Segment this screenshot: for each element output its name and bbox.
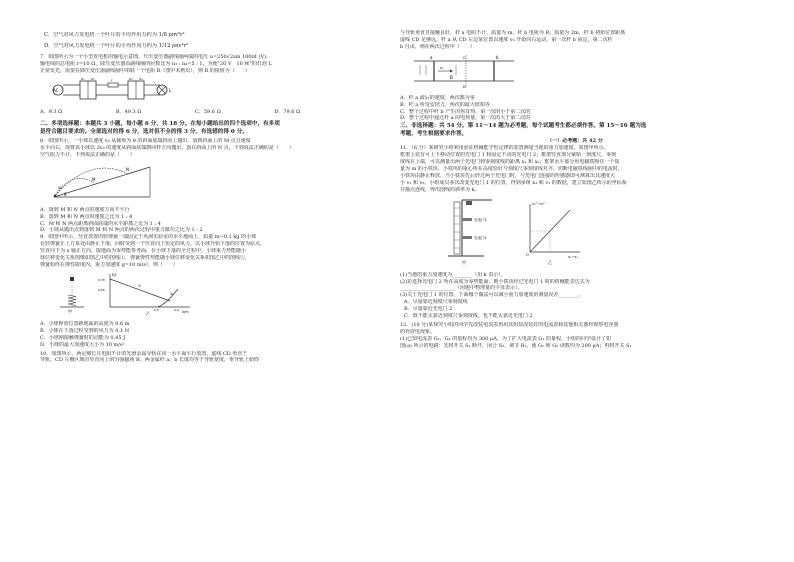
- q7-options: A．9.3 Ω B．49.3 Ω C．59.6 Ω D．79.6 Ω: [40, 109, 301, 116]
- q8-line: 空气阻力不计，下列说法正确的是（ ）: [40, 151, 136, 158]
- q11-line: 度线在上端，可以测量出两个光电门到零刻度线的距离 x₁ 和 x₂；框架水平部分用电磁铁吸住一个质: [400, 159, 620, 166]
- svg-text:n₄: n₄: [139, 77, 143, 82]
- svg-text:r: r: [111, 78, 113, 83]
- svg-text:a: a: [430, 54, 433, 60]
- svg-text:乙: 乙: [548, 259, 552, 265]
- q9-line: 球位移变化关系图像如图乙中的图线①，弹簧弹性势能随小球位移变化关系如图乙中的图线②，: [40, 255, 251, 262]
- q11-figures: [440, 196, 750, 270]
- right-column: [400, 0, 750, 562]
- svg-text:0.5: 0.5: [154, 307, 159, 312]
- section-3-heading: 考题，考生根据要求作答。: [400, 131, 468, 138]
- q10-rails-figure: [410, 53, 750, 93]
- q11-question: (3)关于光电门 1 的位置，下面哪个做法可以减小重力加速度的测量误差________。: [400, 292, 584, 299]
- svg-text:L: L: [169, 88, 172, 94]
- svg-text:C: C: [463, 55, 466, 60]
- section-2-heading: 是符合题目要求的。全部选对的得 6 分，选对但不全的得 3 分，有选错的得 0 分。: [40, 129, 248, 136]
- left-column: [40, 0, 385, 562]
- q9-line: 竖直向下为 x 轴正方向，取地面为零势能参考面，在小球下落的全过程中，小球重力势能随小: [40, 248, 247, 255]
- svg-text:E/J: E/J: [112, 272, 117, 277]
- svg-text:b: b: [496, 54, 499, 60]
- svg-text:②: ②: [170, 291, 174, 296]
- q12-line: 图(a) 所示的电路：先将开关 S₁ 断开，闭合 S₂，调节 R₁，使 G₁ 和 G₂ 读数均为 200 μA；再将开关 S₁: [400, 342, 632, 349]
- q11-option: A．尽量靠近刻度尺零刻度线: [404, 299, 468, 306]
- q10-cont-line: 虚线 CD 足够远，杆 a 从 CD 左边某位置以速度 v₀ 开始向右运动，第一次杆 b 固定，第二次杆: [400, 36, 613, 43]
- svg-text:x₂−x₁: x₂−x₁: [568, 254, 578, 259]
- svg-text:θ: θ: [64, 191, 67, 197]
- q11-question: ______________________（用题中物理量的字母表示）。: [400, 285, 523, 292]
- q7-line: 正常发光，需要在降压变压器副线圈中串联一个电阻 R（图中未画出），则 R 的阻值为（ ）: [40, 68, 250, 75]
- q9-option: A．小球释放位置距地面的高度为 0.6 m: [40, 320, 130, 327]
- section-2-heading: 二、多项选择题：本题共 3 小题，每小题 6 分，共 18 分。在每小题给出的四个选项中，有多项: [40, 121, 280, 128]
- svg-text:v₂²−v₁²: v₂²−v₁²: [532, 201, 545, 206]
- q8-option: A．落到 M 和 N 两点时速度方向不平行: [40, 206, 130, 213]
- svg-text:x/m: x/m: [182, 309, 189, 314]
- svg-text:v₀: v₀: [58, 184, 62, 190]
- q9-option: B．小球在下落过程受到的风力为 0.1 N: [40, 327, 130, 334]
- q11-option: C．既不能太靠近刻度尺零刻度线，也不能太靠近光电门 2: [404, 313, 533, 320]
- q9-line: 9．如图甲所示，竖直放置的轻弹簧一端固定于风洞实验室的水平地面上，质量 m=0.1 kg 的小球: [40, 234, 257, 241]
- q9-line: 在轻弹簧正上方某处由静止下落，同时受到一个竖直向上恒定的风力。以小球开始下落的位置为原点，: [40, 241, 266, 248]
- svg-text:N: N: [126, 166, 129, 172]
- q8-line: 水平向右，现将该小球以 2v₀ 的速度从斜面底端朝同样方向抛出，落在斜面上的 N 点，下列说法正确的是（ ）: [40, 144, 294, 151]
- svg-text:n₂: n₂: [91, 77, 95, 82]
- svg-text:①: ①: [138, 283, 142, 288]
- q9-figures: [50, 271, 385, 319]
- q8-incline-figure: [50, 161, 385, 205]
- svg-text:甲: 甲: [462, 259, 466, 265]
- svg-text:n₁: n₁: [81, 77, 85, 82]
- svg-text:O: O: [526, 252, 529, 257]
- q6-option-c: C．空气对风力发电机一个叶片的平均作用力约为 1/8 ρπv²r²: [44, 32, 185, 38]
- svg-text:n₃: n₃: [129, 77, 133, 82]
- q7-circuit-figure: [50, 77, 385, 107]
- svg-text:v₀: v₀: [440, 65, 444, 70]
- svg-text:0.6: 0.6: [174, 307, 179, 312]
- q10-option: B．杆 a 所受安培力，两次的最大值相等: [400, 101, 490, 108]
- q12-line: 12．(10 分)某探究小组的同学先改装电流表再用其组装改装好的电流表和其他相关器材观察电容器: [400, 321, 619, 328]
- section-3-sub: （一）必考题：共 42 分: [547, 138, 603, 145]
- q11-question: (2)若选择光电门 2 所在高度为零势能面，则小铁块经过光电门 1 时的机械能表达式为: [400, 278, 590, 285]
- q8-option: C．M 和 N 两点距离斜面底端的水平距离之比为 1 : 4: [40, 220, 161, 227]
- q11-line: 小 v₁ 和 v₂。小组成员多次改变光电门 1 的位置，得到多组 x₁ 和 v₁ 的数据，建立如图乙所示的坐标系: [400, 179, 627, 186]
- svg-text:B: B: [450, 74, 453, 80]
- q11-question: (1)当地的重力加速度为________（用 k 表示）。: [400, 271, 506, 278]
- q10-cont-line: b 自由，则在两次过程中（ ）: [400, 43, 475, 50]
- q9-option: D．小球的最大加速度大小为 10 m/s²: [40, 341, 125, 348]
- svg-text:乙: 乙: [146, 310, 150, 315]
- q11-line: 量为 m 的小铁块，小铁块的重心所在高度恰好与刻度尺零刻度线对齐。切断电磁铁线圈中的电流时，: [400, 165, 623, 172]
- q10-option: A．杆 a 最后的速度，两次都为零: [400, 94, 475, 101]
- q7-line: 输电线的总电阻 r=10 Ω，降压变压器原副线圈的匝数比为 n₃ : n₄=5 : 1，为使"20 V 10 W"的灯泡 L: [40, 61, 272, 68]
- svg-text:光电门1: 光电门1: [474, 217, 487, 222]
- q8-line: 8．如图所示，一小球以速度 v₀ 从倾角为 θ 的斜面底端斜向上抛出，落到斜面上的 M 点且速度: [40, 138, 251, 145]
- svg-text:甲: 甲: [68, 308, 72, 314]
- q10-option: C．整个过程中杆 b 产生的焦耳热，第一次的小于第二次的: [400, 108, 531, 115]
- q10-cont-line: 与导轨垂直且接触良好，杆 a 电阻不计，质量为 m，杆 b 电阻为 R，质量为 2m，杆 b 初始位置距离: [400, 30, 626, 36]
- q12-line: 的充放电现象。: [400, 328, 436, 335]
- q11-line: 框架上装有可上下移动位置的光电门 1 和固定不动的光电门 2；框架竖直部分紧贴一刻度尺，零刻: [400, 152, 617, 159]
- svg-text:0.70: 0.70: [98, 277, 105, 282]
- q11-option: B．尽量靠近光电门 2: [404, 306, 453, 313]
- q12-line: (1)已知电流表 G₁、G₂ 的量程均为 300 μA，为了扩大电流表 G₁ 的量程，小组的同学设计了如: [400, 335, 612, 342]
- q10-option: D．整个过程中通过杆 a 的电荷量，第一次的大于第二次的: [400, 115, 531, 122]
- q9-line: 弹簧始终在弹性限度内，重力加速度 g=10 m/s²，则（ ）: [40, 262, 178, 268]
- svg-text:D: D: [463, 84, 466, 89]
- svg-text:光电门2: 光电门2: [474, 235, 487, 240]
- q8-option: D．小球从抛出点到落到 M 和 N 两点的两次过程中重力做功之比为 1 : 2: [40, 227, 203, 234]
- section-3-heading: 三、非选择题：共 54 分。第 11～14 题为必考题，每个试题考生都必须作答。第 15～16 题为选: [400, 123, 647, 130]
- q10-line: 导轨，CD 左侧区域有竖直向上的匀强磁场 B。两金属杆 a、b 长度均等于导轨宽度，垂导轨上始终: [40, 357, 260, 364]
- svg-text:M: M: [92, 176, 96, 182]
- q11-line: 小铁块由静止释放，当小铁块先后经过两个光电门时，与光电门连接的传感器即可测算出其速度大: [400, 172, 616, 179]
- svg-text:AC: AC: [53, 88, 59, 94]
- q11-line: 11．（6 分）某研究小组利用验证机械能守恒定律的装置测量当地的重力加速度，如图甲所示。: [400, 145, 609, 152]
- q9-option: C．小球刚接触弹簧时的动能为 0.45 J: [40, 334, 126, 341]
- q6-option-d: D．空气对风力发电机一个叶片的平均作用力约为 1/12 ρπv²r²: [44, 43, 189, 50]
- svg-text:0.54: 0.54: [98, 287, 105, 292]
- q10-line: 10．如图所示，两足够长且电阻不计的光滑金属导轨在同一水平面平行放置，虚线 CD 垂直于: [40, 350, 248, 357]
- q7-line: 7．如图所示为一个小型发电机的输电示意图，升压变压器副线圈两端的电压 u=250√2sin 100πt (V)，: [40, 54, 272, 61]
- q8-option: B．落到 M 和 N 两点时速度之比为 1 : 4: [40, 213, 133, 220]
- q11-line: 并描点连线，得出图线的斜率为 k。: [400, 186, 480, 193]
